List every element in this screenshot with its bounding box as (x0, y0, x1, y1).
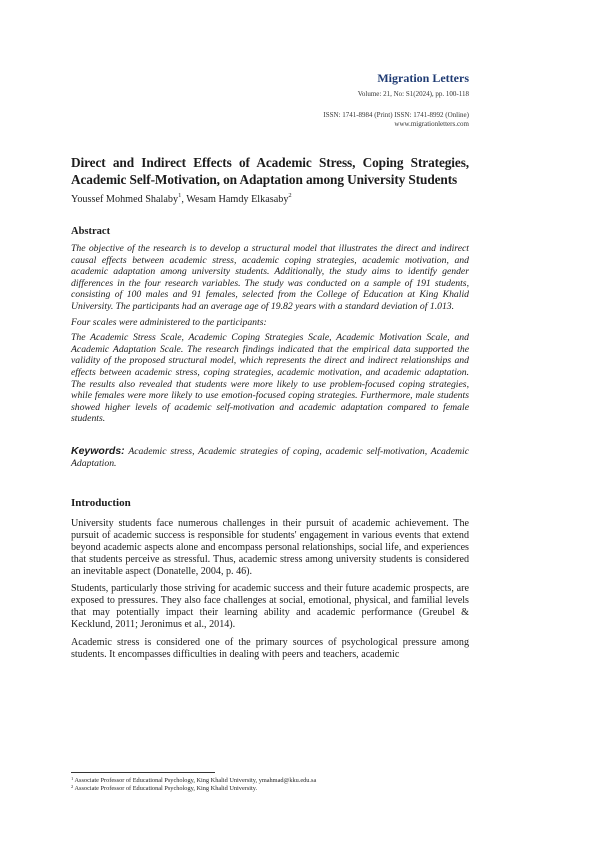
issn-info: ISSN: 1741-8984 (Print) ISSN: 1741-8992 (Online) (323, 111, 469, 119)
footnote-text: Associate Professor of Educational Psychology, King Khalid University, ymahmad@kku.edu.sa (73, 777, 317, 784)
abstract-paragraph: The objective of the research is to develop a structural model that illustrates the direct and indirect causal effects between academic stress, academic coping strategies, academic motivation, and academic adaptation among university students. Additionally, the study aims to identify gender differences in the four research variables. The study was conducted on a sample of 191 students, consisting of 100 males and 91 females, selected from the College of Education at King Khalid University. The participants had an average age of 19.82 years with a standard deviation of 1.013. (71, 243, 469, 312)
keywords-label: Keywords: (71, 444, 125, 457)
footnote-mark: 2 (71, 784, 74, 789)
author-footnote-mark[interactable]: 1 (178, 192, 182, 199)
introduction-body (71, 518, 469, 661)
abstract-heading: Abstract (71, 226, 111, 237)
footnotes (71, 777, 469, 793)
journal-header (71, 71, 469, 129)
website-url[interactable]: www.migrationletters.com (394, 120, 469, 128)
author-name: Wesam Hamdy Elkasaby (186, 194, 289, 205)
author-separator: , (181, 194, 187, 205)
footnote (71, 785, 469, 793)
keywords (71, 445, 469, 470)
abstract-paragraph: Four scales were administered to the participants: (71, 316, 267, 328)
footnote-divider (71, 772, 215, 773)
author-footnote-mark[interactable]: 2 (288, 192, 292, 199)
abstract-body (71, 243, 469, 425)
page-content (71, 0, 469, 661)
introduction-heading: Introduction (71, 496, 131, 509)
abstract-paragraph: The Academic Stress Scale, Academic Coping Strategies Scale, Academic Motivation Scale, and Academic Adaptation Scale. The research findings indicated that the empirical data supported the validity of the proposed structural model, which represents the direct and indirect relationships and effects between academic stress, coping strategies, academic motivation, and academic adaptation. The results also revealed that students were more likely to use problem-focused coping strategies, while females were more likely to use emotion-focused coping strategies. Furthermore, male students showed higher levels of academic self-motivation and academic adaptation compared to female students. (71, 332, 469, 425)
volume-info: Volume: 21, No: S1(2024), pp. 100-118 (357, 90, 469, 98)
body-paragraph: Academic stress is considered one of the primary sources of psychological pressure among students. It encompasses difficulties in dealing with peers and teachers, academic (71, 637, 469, 660)
body-paragraph: University students face numerous challenges in their pursuit of academic achievement. The pursuit of academic success is responsible for students' engagement in various events that extend beyond academic aspects alone and encompass personal relationships, social life, and experiences that students perceive as stressful. Thus, academic stress among university students is considered an inevitable aspect (Donatelle, 2004, p. 46). (71, 517, 469, 577)
author-name: Youssef Mohmed Shalaby (71, 194, 179, 205)
footnote (71, 777, 469, 785)
keywords-text: Academic stress, Academic strategies of coping, academic self-motivation, Academic Adaptation. (71, 445, 469, 469)
paper-title: Direct and Indirect Effects of Academic Stress, Coping Strategies, Academic Self-Motivation, on Adaptation among University Students (71, 155, 469, 187)
author-list (71, 193, 469, 206)
footnote-mark: 1 (71, 776, 74, 781)
journal-title: Migration Letters (377, 71, 469, 85)
body-paragraph: Students, particularly those striving for academic success and their future academic prospects, are exposed to pressures. They also face challenges at social, emotional, physical, and familial levels that may potentially impact their learning ability and academic performance (Greubel & Kecklund, 2011; Jeronimus et al., 2014). (71, 583, 469, 631)
footnote-text: Associate Professor of Educational Psychology, King Khalid University. (73, 785, 258, 792)
